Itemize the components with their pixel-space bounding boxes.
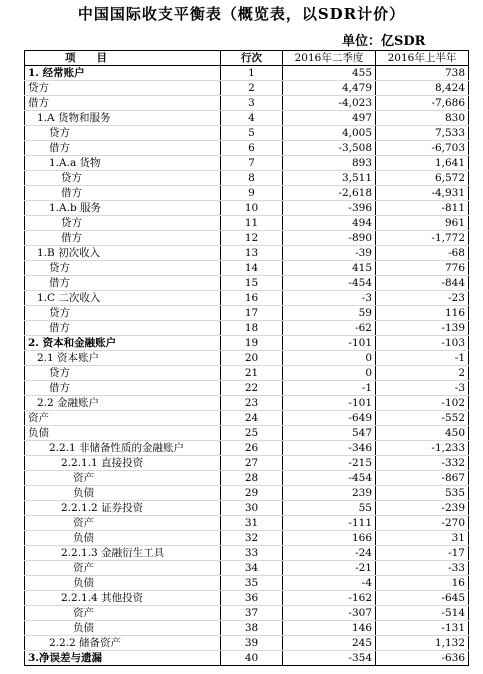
- table-row: [25, 336, 469, 351]
- value-h1-2016: -811: [376, 201, 469, 216]
- table-row: [25, 306, 469, 321]
- row-number: 18: [221, 321, 283, 336]
- table-row: [25, 246, 469, 261]
- value-q2-2016: 245: [283, 636, 376, 651]
- value-q2-2016: -3: [283, 291, 376, 306]
- row-number: 37: [221, 606, 283, 621]
- value-h1-2016: -3: [376, 381, 469, 396]
- value-q2-2016: 4,479: [283, 81, 376, 96]
- value-h1-2016: -514: [376, 606, 469, 621]
- row-item-label: 1. 经常账户: [25, 66, 221, 81]
- value-h1-2016: -6,703: [376, 141, 469, 156]
- row-number: 14: [221, 261, 283, 276]
- value-h1-2016: -645: [376, 591, 469, 606]
- row-item-label: 负债: [25, 531, 221, 546]
- table-row: [25, 291, 469, 306]
- value-q2-2016: -454: [283, 471, 376, 486]
- table-row: [25, 531, 469, 546]
- row-item-label: 2.2.2 储备资产: [25, 636, 221, 651]
- row-item-label: 借方: [25, 96, 221, 111]
- row-number: 22: [221, 381, 283, 396]
- row-number: 20: [221, 351, 283, 366]
- value-q2-2016: 166: [283, 531, 376, 546]
- table-row: [25, 471, 469, 486]
- value-h1-2016: 961: [376, 216, 469, 231]
- row-item-label: 2.2.1.4 其他投资: [25, 591, 221, 606]
- row-number: 5: [221, 126, 283, 141]
- value-q2-2016: -3,508: [283, 141, 376, 156]
- table-row: [25, 66, 469, 81]
- row-item-label: 贷方: [25, 81, 221, 96]
- row-item-label: 2.1 资本账户: [25, 351, 221, 366]
- row-number: 13: [221, 246, 283, 261]
- value-h1-2016: -4,931: [376, 186, 469, 201]
- value-h1-2016: -7,686: [376, 96, 469, 111]
- value-q2-2016: -101: [283, 396, 376, 411]
- value-h1-2016: -139: [376, 321, 469, 336]
- table-row: [25, 201, 469, 216]
- row-number: 30: [221, 501, 283, 516]
- value-h1-2016: -332: [376, 456, 469, 471]
- table-row: [25, 516, 469, 531]
- value-q2-2016: -890: [283, 231, 376, 246]
- row-item-label: 借方: [25, 321, 221, 336]
- row-item-label: 1.A 货物和服务: [25, 111, 221, 126]
- header-q2-2016: 2016年二季度: [283, 51, 376, 66]
- row-item-label: 贷方: [25, 171, 221, 186]
- row-item-label: 借方: [25, 276, 221, 291]
- row-number: 28: [221, 471, 283, 486]
- value-h1-2016: -1: [376, 351, 469, 366]
- value-h1-2016: -844: [376, 276, 469, 291]
- value-q2-2016: -39: [283, 246, 376, 261]
- table-row: [25, 591, 469, 606]
- table-row: [25, 321, 469, 336]
- row-item-label: 资产: [25, 471, 221, 486]
- row-item-label: 资产: [25, 561, 221, 576]
- header-row: [25, 51, 469, 66]
- value-q2-2016: 497: [283, 111, 376, 126]
- row-number: 7: [221, 156, 283, 171]
- row-item-label: 借方: [25, 231, 221, 246]
- value-h1-2016: 738: [376, 66, 469, 81]
- row-item-label: 1.B 初次收入: [25, 246, 221, 261]
- value-h1-2016: -239: [376, 501, 469, 516]
- row-item-label: 贷方: [25, 261, 221, 276]
- value-h1-2016: -1,233: [376, 441, 469, 456]
- row-item-label: 2.2.1 非储备性质的金融账户: [25, 441, 221, 456]
- value-q2-2016: -307: [283, 606, 376, 621]
- row-number: 35: [221, 576, 283, 591]
- value-q2-2016: 59: [283, 306, 376, 321]
- row-item-label: 2. 资本和金融账户: [25, 336, 221, 351]
- value-q2-2016: -62: [283, 321, 376, 336]
- row-number: 38: [221, 621, 283, 636]
- table-row: [25, 186, 469, 201]
- balance-of-payments-table: [24, 50, 469, 666]
- row-item-label: 3.净误差与遗漏: [25, 651, 221, 666]
- value-h1-2016: 116: [376, 306, 469, 321]
- header-item: 项 目: [25, 51, 221, 66]
- value-q2-2016: 4,005: [283, 126, 376, 141]
- table-row: [25, 411, 469, 426]
- table-row: [25, 501, 469, 516]
- table-row: [25, 456, 469, 471]
- row-number: 31: [221, 516, 283, 531]
- table-row: [25, 561, 469, 576]
- row-item-label: 资产: [25, 516, 221, 531]
- table-row: [25, 636, 469, 651]
- value-q2-2016: -162: [283, 591, 376, 606]
- value-h1-2016: -102: [376, 396, 469, 411]
- row-number: 10: [221, 201, 283, 216]
- table-row: [25, 276, 469, 291]
- value-q2-2016: -354: [283, 651, 376, 666]
- row-number: 36: [221, 591, 283, 606]
- table-row: [25, 171, 469, 186]
- value-q2-2016: -649: [283, 411, 376, 426]
- value-q2-2016: 239: [283, 486, 376, 501]
- row-number: 17: [221, 306, 283, 321]
- row-number: 32: [221, 531, 283, 546]
- row-number: 2: [221, 81, 283, 96]
- table-row: [25, 111, 469, 126]
- value-h1-2016: 6,572: [376, 171, 469, 186]
- row-item-label: 2.2.1.1 直接投资: [25, 456, 221, 471]
- row-item-label: 负债: [25, 621, 221, 636]
- row-number: 40: [221, 651, 283, 666]
- value-q2-2016: -4: [283, 576, 376, 591]
- row-number: 33: [221, 546, 283, 561]
- table-row: [25, 231, 469, 246]
- row-number: 3: [221, 96, 283, 111]
- row-number: 26: [221, 441, 283, 456]
- value-q2-2016: -101: [283, 336, 376, 351]
- value-h1-2016: 450: [376, 426, 469, 441]
- row-number: 8: [221, 171, 283, 186]
- value-h1-2016: -131: [376, 621, 469, 636]
- value-h1-2016: -33: [376, 561, 469, 576]
- value-q2-2016: 547: [283, 426, 376, 441]
- header-row-number: 行次: [221, 51, 283, 66]
- value-q2-2016: -215: [283, 456, 376, 471]
- value-h1-2016: 31: [376, 531, 469, 546]
- value-q2-2016: -454: [283, 276, 376, 291]
- table-row: [25, 441, 469, 456]
- row-number: 6: [221, 141, 283, 156]
- value-h1-2016: -867: [376, 471, 469, 486]
- value-q2-2016: 146: [283, 621, 376, 636]
- value-q2-2016: -396: [283, 201, 376, 216]
- value-q2-2016: 55: [283, 501, 376, 516]
- value-h1-2016: -23: [376, 291, 469, 306]
- row-number: 21: [221, 366, 283, 381]
- unit-label: 单位：亿SDR: [342, 34, 426, 49]
- value-q2-2016: -111: [283, 516, 376, 531]
- value-q2-2016: -1: [283, 381, 376, 396]
- value-q2-2016: -24: [283, 546, 376, 561]
- value-q2-2016: 3,511: [283, 171, 376, 186]
- value-q2-2016: -21: [283, 561, 376, 576]
- table-row: [25, 396, 469, 411]
- table-row: [25, 621, 469, 636]
- row-item-label: 贷方: [25, 216, 221, 231]
- table-row: [25, 126, 469, 141]
- table-row: [25, 96, 469, 111]
- row-item-label: 2.2 金融账户: [25, 396, 221, 411]
- value-h1-2016: 776: [376, 261, 469, 276]
- value-h1-2016: 2: [376, 366, 469, 381]
- table-row: [25, 546, 469, 561]
- row-item-label: 借方: [25, 141, 221, 156]
- header-h1-2016: 2016年上半年: [376, 51, 469, 66]
- value-h1-2016: 8,424: [376, 81, 469, 96]
- table-row: [25, 486, 469, 501]
- table-row: [25, 351, 469, 366]
- table-row: [25, 261, 469, 276]
- row-item-label: 贷方: [25, 366, 221, 381]
- row-number: 24: [221, 411, 283, 426]
- row-number: 16: [221, 291, 283, 306]
- row-item-label: 1.C 二次收入: [25, 291, 221, 306]
- value-h1-2016: -270: [376, 516, 469, 531]
- value-h1-2016: -103: [376, 336, 469, 351]
- value-q2-2016: 494: [283, 216, 376, 231]
- row-number: 11: [221, 216, 283, 231]
- table-row: [25, 216, 469, 231]
- row-number: 9: [221, 186, 283, 201]
- value-h1-2016: 535: [376, 486, 469, 501]
- table-row: [25, 651, 469, 666]
- table-row: [25, 576, 469, 591]
- row-item-label: 2.2.1.3 金融衍生工具: [25, 546, 221, 561]
- row-number: 12: [221, 231, 283, 246]
- table-row: [25, 606, 469, 621]
- row-item-label: 负债: [25, 486, 221, 501]
- row-item-label: 负债: [25, 426, 221, 441]
- value-h1-2016: -68: [376, 246, 469, 261]
- row-item-label: 负债: [25, 576, 221, 591]
- row-number: 29: [221, 486, 283, 501]
- row-number: 23: [221, 396, 283, 411]
- value-q2-2016: 0: [283, 351, 376, 366]
- table-row: [25, 81, 469, 96]
- value-q2-2016: -346: [283, 441, 376, 456]
- table-row: [25, 366, 469, 381]
- row-number: 4: [221, 111, 283, 126]
- table-row: [25, 156, 469, 171]
- value-h1-2016: 830: [376, 111, 469, 126]
- value-q2-2016: 0: [283, 366, 376, 381]
- value-q2-2016: 455: [283, 66, 376, 81]
- value-h1-2016: 16: [376, 576, 469, 591]
- value-h1-2016: -636: [376, 651, 469, 666]
- row-number: 27: [221, 456, 283, 471]
- row-item-label: 借方: [25, 186, 221, 201]
- row-number: 19: [221, 336, 283, 351]
- value-h1-2016: -552: [376, 411, 469, 426]
- value-h1-2016: 1,641: [376, 156, 469, 171]
- value-h1-2016: 1,132: [376, 636, 469, 651]
- row-number: 25: [221, 426, 283, 441]
- value-q2-2016: 893: [283, 156, 376, 171]
- row-number: 39: [221, 636, 283, 651]
- value-q2-2016: 415: [283, 261, 376, 276]
- value-h1-2016: 7,533: [376, 126, 469, 141]
- row-item-label: 贷方: [25, 306, 221, 321]
- row-item-label: 资产: [25, 411, 221, 426]
- value-h1-2016: -1,772: [376, 231, 469, 246]
- row-item-label: 贷方: [25, 126, 221, 141]
- value-h1-2016: -17: [376, 546, 469, 561]
- value-q2-2016: -4,023: [283, 96, 376, 111]
- row-number: 15: [221, 276, 283, 291]
- table-row: [25, 426, 469, 441]
- row-number: 1: [221, 66, 283, 81]
- row-number: 34: [221, 561, 283, 576]
- row-item-label: 借方: [25, 381, 221, 396]
- report-title: 中国国际收支平衡表（概览表，以SDR计价）: [77, 5, 406, 23]
- value-q2-2016: -2,618: [283, 186, 376, 201]
- row-item-label: 2.2.1.2 证券投资: [25, 501, 221, 516]
- row-item-label: 1.A.a 货物: [25, 156, 221, 171]
- table-row: [25, 381, 469, 396]
- row-item-label: 资产: [25, 606, 221, 621]
- table-row: [25, 141, 469, 156]
- row-item-label: 1.A.b 服务: [25, 201, 221, 216]
